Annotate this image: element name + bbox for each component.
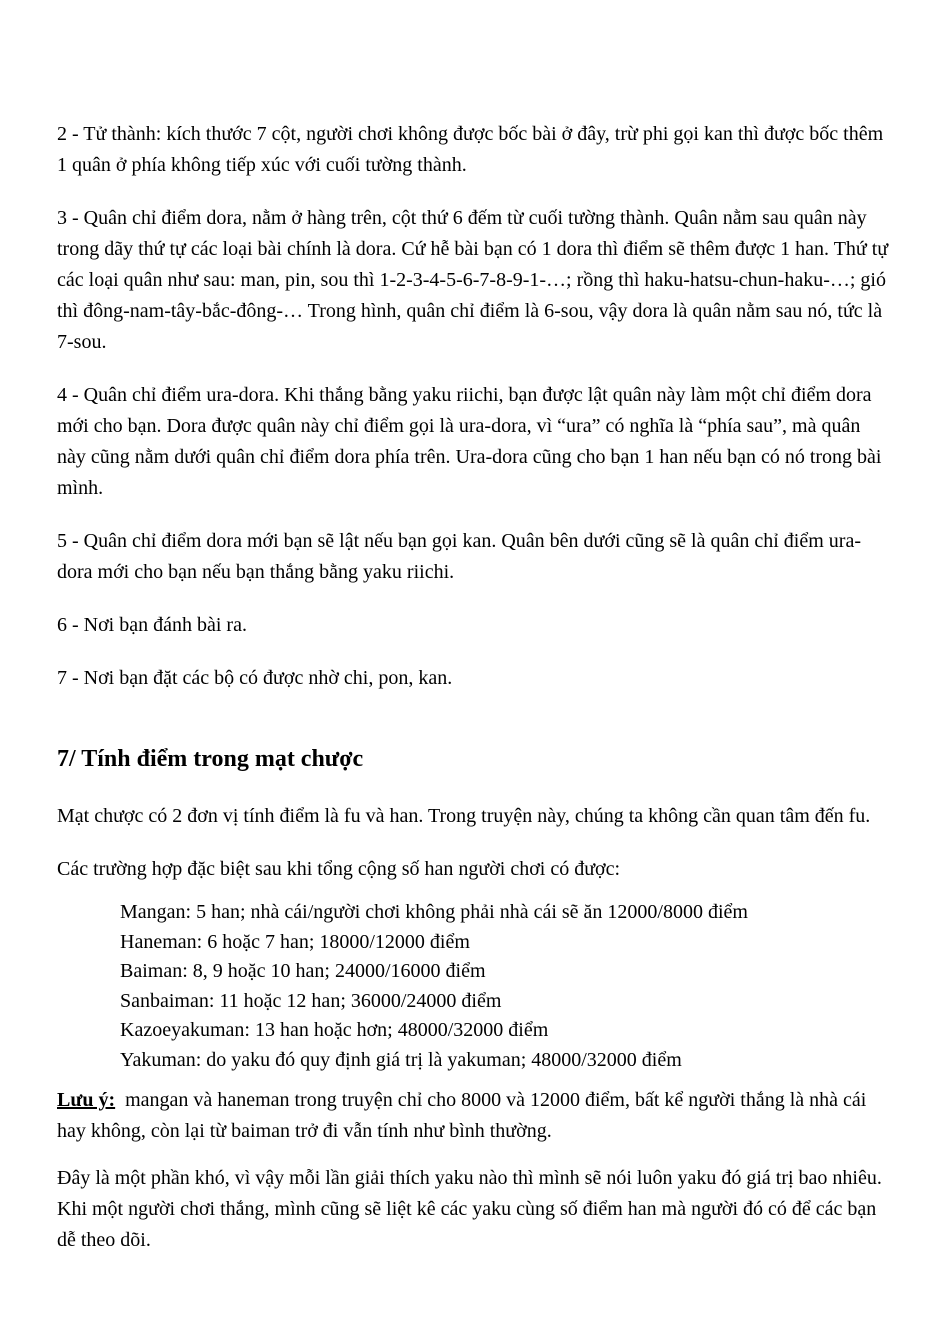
cases-intro-paragraph: Các trường hợp đặc biệt sau khi tổng cộng số han người chơi có được: (57, 858, 621, 880)
score-list-item-mangan: Mangan: 5 han; nhà cái/người chơi không phải nhà cái sẽ ăn 12000/8000 điểm (120, 901, 748, 923)
note-paragraph (57, 1085, 893, 1147)
numbered-point-7: 7 - Nơi bạn đặt các bộ có được nhờ chi, pon, kan. (57, 667, 453, 689)
closing-paragraph: Đây là một phần khó, vì vậy mỗi lần giải thích yaku nào thì mình sẽ nói luôn yaku đó giá trị bao nhiêu. Khi một người chơi thắng, mình cũng sẽ liệt kê các yaku cùng số điểm han mà người đó có để các bạn dễ theo dõi. (57, 1167, 882, 1251)
score-list-item-kazoeyakuman: Kazoeyakuman: 13 han hoặc hơn; 48000/32000 điểm (120, 1019, 549, 1041)
numbered-point-6: 6 - Nơi bạn đánh bài ra. (57, 614, 247, 636)
intro-paragraph: Mạt chược có 2 đơn vị tính điểm là fu và han. Trong truyện này, chúng ta không cần quan tâm đến fu. (57, 805, 871, 827)
note-separator (115, 1089, 125, 1111)
score-list-item-baiman: Baiman: 8, 9 hoặc 10 han; 24000/16000 điểm (120, 960, 486, 982)
numbered-point-4: 4 - Quân chỉ điểm ura-dora. Khi thắng bằng yaku riichi, bạn được lật quân này làm một chỉ điểm dora mới cho bạn. Dora được quân này chỉ điểm gọi là ura-dora, vì “ura” có nghĩa là “phía sau”, mà quân này cũng nằm dưới quân chỉ điểm dora phía trên. Ura-dora cũng cho bạn 1 han nếu bạn có nó trong bài mình. (57, 384, 882, 499)
numbered-point-3: 3 - Quân chỉ điểm dora, nằm ở hàng trên, cột thứ 6 đếm từ cuối tường thành. Quân nằm sau quân này trong dãy thứ tự các loại bài chính là dora. Cứ hễ bài bạn có 1 dora thì điểm sẽ thêm được 1 han. Thứ tự các loại quân như sau: man, pin, sou thì 1-2-3-4-5-6-7-8-9-1-…; rồng thì haku-hatsu-chun-haku-…; gió thì đông-nam-tây-bắc-đông-… Trong hình, quân chỉ điểm là 6-sou, vậy dora là quân nằm sau nó, tức là 7-sou. (57, 207, 889, 353)
note-text: mangan và haneman trong truyện chỉ cho 8000 và 12000 điểm, bất kể người thắng là nhà cái hay không, còn lại từ baiman trở đi vẫn tính như bình thường. (57, 1089, 867, 1142)
score-list-item-sanbaiman: Sanbaiman: 11 hoặc 12 han; 36000/24000 điểm (120, 989, 502, 1012)
numbered-point-2: 2 - Tử thành: kích thước 7 cột, người chơi không được bốc bài ở đây, trừ phi gọi kan thì được bốc thêm 1 quân ở phía không tiếp xúc với cuối tường thành. (57, 123, 884, 176)
score-list (57, 898, 893, 1075)
numbered-point-5: 5 - Quân chỉ điểm dora mới bạn sẽ lật nếu bạn gọi kan. Quân bên dưới cũng sẽ là quân chỉ điểm ura-dora mới cho bạn nếu bạn thắng bằng yaku riichi. (57, 530, 861, 583)
note-label: Lưu ý: (57, 1089, 116, 1111)
score-list-item-yakuman: Yakuman: do yaku đó quy định giá trị là yakuman; 48000/32000 điểm (120, 1048, 682, 1071)
score-list-item-haneman: Haneman: 6 hoặc 7 han; 18000/12000 điểm (120, 930, 470, 953)
section-heading: 7/ Tính điểm trong mạt chược (57, 746, 364, 772)
